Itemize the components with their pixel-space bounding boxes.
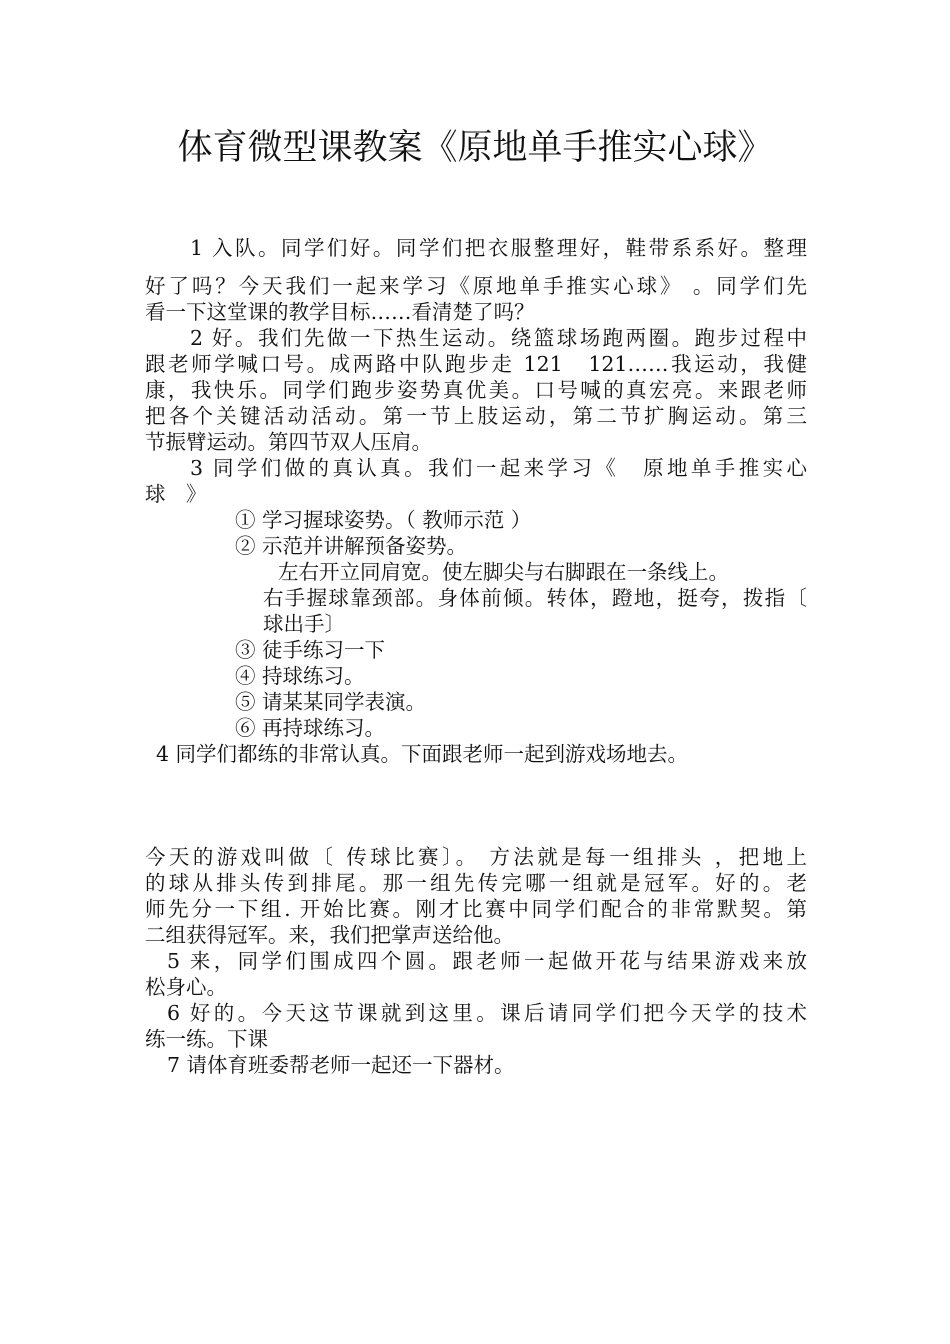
- game-line4: 二组获得冠军。来，我们把掌声送给他。: [145, 923, 514, 947]
- para3-line1: 3 同学们做的真认真。我们一起来学习《 原地单手推实心: [190, 456, 807, 480]
- step-3: ③ 徒手练习一下: [235, 638, 386, 662]
- step-5: ⑤ 请某某同学表演。: [235, 690, 427, 714]
- game-line3: 师先分一下组. 开始比赛。刚才比赛中同学们配合的非常默契。第: [145, 897, 807, 921]
- game-line2: 的球从排头传到排尾。那一组先传完哪一组就是冠军。好的。老: [145, 871, 807, 895]
- game-line1: 今天的游戏叫做〔 传球比赛〕。 方法就是每一组排头 ，把地上: [145, 845, 807, 869]
- step-4: ④ 持球练习。: [235, 664, 365, 688]
- step-6: ⑥ 再持球练习。: [235, 716, 386, 740]
- para3-line2: 球 》: [145, 482, 207, 506]
- para2-line5: 节振臂运动。第四节双人压肩。: [145, 430, 432, 454]
- para5-line1: 5 来，同学们围成四个圆。跟老师一起做开花与结果游戏来放: [167, 949, 807, 973]
- step-2: ② 示范并讲解预备姿势。: [235, 534, 468, 558]
- para1-line2: 好了吗？今天我们一起来学习《原地单手推实心球》 。同学们先: [145, 274, 807, 298]
- para6-line1: 6 好的。今天这节课就到这里。课后请同学们把今天学的技术: [167, 1001, 807, 1025]
- para6-line2: 练一练。下课: [145, 1027, 268, 1051]
- para2-line4: 把各个关键活动活动。第一节上肢运动，第二节扩胸运动。第三: [145, 404, 807, 428]
- step-2-detail-line3: 球出手〕: [263, 612, 345, 636]
- step-1: ① 学习握球姿势。（ 教师示范 ）: [235, 508, 532, 532]
- step-2-detail-line1: 左右开立同肩宽。使左脚尖与右脚跟在一条线上。: [278, 560, 729, 584]
- document-title: 体育微型课教案《原地单手推实心球》: [177, 128, 773, 168]
- para5-line2: 松身心。: [145, 975, 227, 999]
- para1-line3: 看一下这堂课的教学目标……看清楚了吗？: [145, 300, 535, 324]
- para1-line1: 1 入队。同学们好。同学们把衣服整理好，鞋带系系好。整理: [190, 236, 807, 260]
- para2-line2: 跟老师学喊口号。成两路中队跑步走 121 121……我运动，我健: [145, 352, 807, 376]
- para2-line1: 2 好。我们先做一下热生运动。绕篮球场跑两圈。跑步过程中: [190, 326, 807, 350]
- para7: 7 请体育班委帮老师一起还一下器材。: [167, 1053, 515, 1077]
- para2-line3: 康，我快乐。同学们跑步姿势真优美。口号喊的真宏亮。来跟老师: [145, 378, 807, 402]
- para4: 4 同学们都练的非常认真。下面跟老师一起到游戏场地去。: [156, 742, 689, 766]
- step-2-detail-line2: 右手握球靠颈部。身体前倾。转体，蹬地，挺夸，拨指〔: [263, 586, 807, 610]
